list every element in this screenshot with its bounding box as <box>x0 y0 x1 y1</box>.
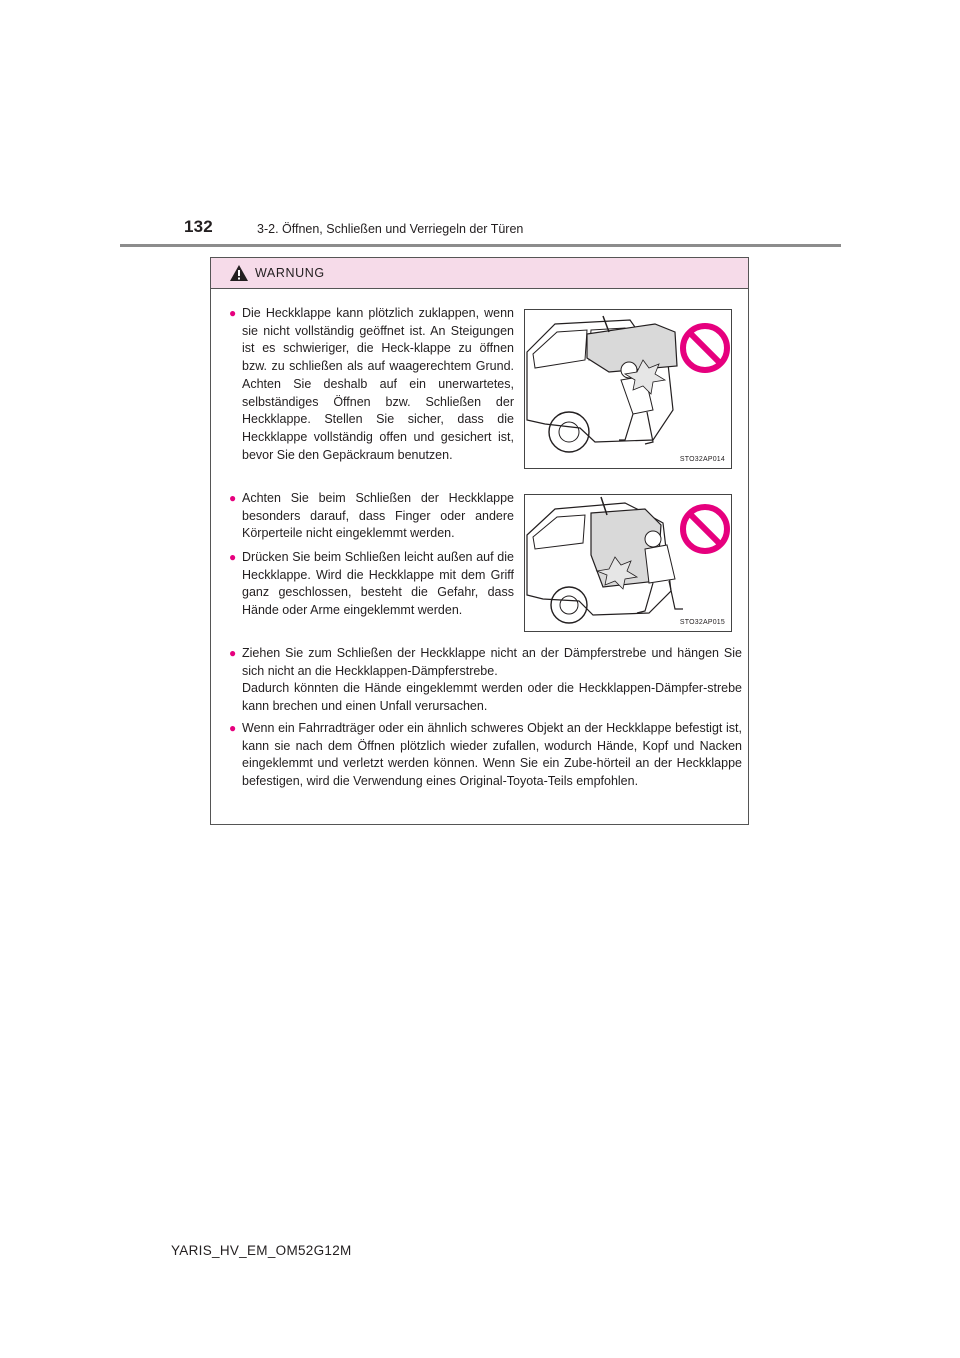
car-tailgate-illustration <box>525 310 731 468</box>
warning-item-2 <box>229 490 514 543</box>
section-title: 3-2. Öffnen, Schließen und Verriegeln der Türen <box>257 222 524 236</box>
warning-header <box>211 258 748 289</box>
footer-doc-code: YARIS_HV_EM_OM52G12M <box>171 1243 352 1258</box>
warning-item-3 <box>229 549 514 620</box>
bullet-icon: ● <box>229 550 237 564</box>
figure-tailgate-closing <box>524 309 732 469</box>
header-divider <box>120 244 841 247</box>
page-number: 132 <box>184 217 213 236</box>
warning-item-1 <box>229 305 514 464</box>
warning-triangle-icon <box>229 264 249 282</box>
warning-item-text-continued: Dadurch könnten die Hände eingeklemmt werden oder die Heckklappen-Dämpfer-strebe kann brechen und einen Unfall verursachen. <box>242 681 742 714</box>
warning-item-text: Die Heckklappe kann plötzlich zuklappen, wenn sie nicht vollständig geöffnet ist. An Steigungen ist es schwieriger, die Heck-klappe zu öffnen bzw. zu schließen als auf waagerechtem Grund. Achten Sie deshalb auf ein unerwartetes, selbständiges Öffnen bzw. Schließen der Heckklappe. Stellen Sie sicher, dass die Heckklappe vollständig offen und gesichert ist, bevor Sie den Gepäckraum benutzen. <box>242 306 514 462</box>
figure-hand-pinch <box>524 494 732 632</box>
bullet-icon: ● <box>229 491 237 505</box>
car-pinch-illustration <box>525 495 731 631</box>
warning-item-text: Achten Sie beim Schließen der Heckklappe besonders darauf, dass Finger oder andere Körperteile nicht eingeklemmt werden. <box>242 491 514 541</box>
warning-item-text: Wenn ein Fahrradträger oder ein ähnlich schweres Objekt an der Heckklappe befestigt ist, kann sie nach dem Öffnen plötzlich wieder zufallen, wodurch Hände, Kopf und Nacken eingeklemmt und verletzt werden können. Wenn Sie ein Zube-hörteil an der Heckklappe befestigen, wird die Verwendung eines Original-Toyota-Teils empfohlen. <box>242 721 742 789</box>
figure-code: STO32AP014 <box>679 456 725 463</box>
warning-title: WARNUNG <box>255 266 325 280</box>
warning-item-5 <box>229 720 742 791</box>
warning-item-text: Drücken Sie beim Schließen leicht außen auf die Heckklappe. Wird die Heckklappe mit dem Griff ganz geschlossen, besteht die Gefahr, dass Hände oder Arme eingeklemmt werden. <box>242 550 514 618</box>
warning-item-4 <box>229 645 742 716</box>
warning-item-text: Ziehen Sie zum Schließen der Heckklappe nicht an der Dämpferstrebe und hängen Sie sich nicht an die Heckklappen-Dämpferstrebe. <box>242 646 742 678</box>
figure-code: STO32AP015 <box>679 619 725 626</box>
bullet-icon: ● <box>229 306 237 320</box>
bullet-icon: ● <box>229 721 237 735</box>
bullet-icon: ● <box>229 646 237 660</box>
